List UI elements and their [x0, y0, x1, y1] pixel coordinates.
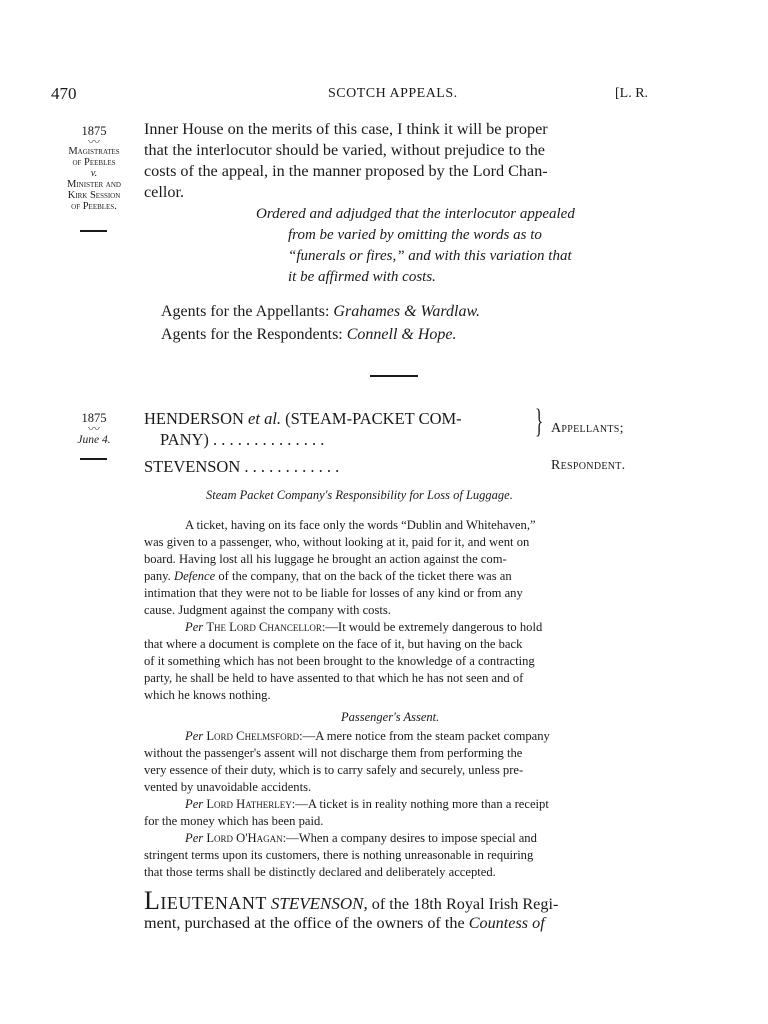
margin-rule [80, 230, 107, 232]
opinion-line: stringent terms upon its customers, there is nothing unreasonable in requiring [144, 848, 534, 862]
text-span: Per [185, 797, 204, 811]
margin-line: Minister and [67, 179, 121, 190]
page-number: 470 [51, 84, 77, 103]
text-span: ment, purchased at the office of the owners of the [144, 914, 465, 932]
opinion-line: vented by unavoidable accidents. [144, 780, 312, 794]
text-span: Per [185, 729, 204, 743]
order-line: it be affirmed with costs. [288, 269, 436, 285]
headnote-line [185, 619, 542, 636]
opinion-line: very essence of their duty, which is to carry safely and securely, unless pre- [144, 763, 524, 777]
headnote-line: that where a document is complete on the face of it, but having on the back [144, 637, 523, 651]
text-span: pany. [144, 569, 171, 583]
order-line: from be varied by omitting the words as to [288, 227, 542, 243]
text-span: Per [185, 831, 204, 845]
running-head: SCOTCH APPEALS. [328, 86, 458, 101]
headnote-line: was given to a passenger, who, without looking at it, paid for it, and went on [144, 535, 530, 549]
text-span: The Lord Chancellor [206, 620, 322, 634]
appellants-role: Appellants; [551, 421, 624, 436]
margin-line: Kirk Session [67, 190, 121, 201]
text-span: Per [185, 620, 204, 634]
order-line: “funerals or fires,” and with this variation that [288, 248, 572, 264]
party-name: (STEAM-PACKET COM- [285, 409, 462, 428]
opinion-line: that those terms shall be distinctly declared and deliberately accepted. [144, 865, 496, 879]
margin-rule [80, 458, 107, 460]
agents-value: Grahames & Wardlaw. [333, 303, 480, 320]
subheading: Steam Packet Company's Responsibility for Loss of Luggage. [206, 488, 513, 502]
final-name: STEVENSON, [270, 894, 368, 913]
body-line: cellor. [144, 183, 185, 201]
final-paragraph-line-2 [144, 914, 545, 933]
opinion-line [185, 830, 537, 847]
case-appellant-line-2: PANY) . . . . . . . . . . . . . . [160, 430, 325, 449]
final-paragraph-line-1 [144, 886, 558, 916]
agents-respondents [161, 326, 457, 344]
headnote-line [144, 568, 512, 585]
body-line: Inner House on the merits of this case, I think it will be proper [144, 120, 548, 138]
opinion-line: without the passenger's assent will not discharge them from performing the [144, 746, 523, 760]
tilde-mark: 〰 [87, 135, 100, 149]
margin-note-1 [48, 124, 140, 212]
opinion-line: for the money which has been paid. [144, 814, 324, 828]
opinion-line [185, 728, 550, 745]
section-divider [370, 375, 418, 377]
body-line: costs of the appeal, in the manner proposed by the Lord Chan- [144, 162, 548, 180]
tilde-mark: 〰 [87, 422, 100, 436]
margin-year: 1875 [81, 411, 107, 425]
margin-line: of Peebles [72, 157, 116, 168]
case-respondent: STEVENSON . . . . . . . . . . . . [144, 457, 340, 476]
text-span: Lord O'Hagan [206, 831, 283, 845]
agents-appellants [161, 303, 480, 321]
subheading: Passenger's Assent. [341, 710, 440, 724]
opinion-line [185, 796, 549, 813]
agents-label: Agents for the Respondents: [161, 326, 343, 343]
party-name: HENDERSON [144, 409, 244, 428]
headnote-line: A ticket, having on its face only the words “Dublin and Whitehaven,” [185, 518, 536, 532]
text-span: Defence [173, 569, 216, 583]
headnote-line: of it something which has not been brought to the knowledge of a contracting [144, 654, 535, 668]
text-span: :—When a company desires to impose special and [282, 831, 537, 845]
agents-label: Agents for the Appellants: [161, 303, 330, 320]
text-span: of the 18th Royal Irish Regi- [371, 895, 559, 913]
headnote-line: cause. Judgment against the company with costs. [144, 603, 391, 617]
margin-note-2 [48, 411, 140, 447]
margin-line: of Peebles. [71, 201, 117, 212]
order-line: Ordered and adjudged that the interlocutor appealed [256, 206, 575, 222]
text-span: Countess of [468, 914, 545, 932]
margin-year: 1875 [81, 124, 107, 138]
text-span: :—It would be extremely dangerous to hold [321, 620, 543, 634]
brace-mark: } [535, 403, 544, 440]
body-line: that the interlocutor should be varied, without prejudice to the [144, 141, 545, 159]
series-label: [L. R. [615, 86, 649, 101]
party-et-al: et al. [248, 409, 282, 428]
text-span: Lord Hatherley [206, 797, 292, 811]
agents-value: Connell & Hope. [346, 326, 457, 343]
text-span: Lord Chelmsford [206, 729, 300, 743]
text-span: :—A ticket is in reality nothing more than a receipt [291, 797, 549, 811]
respondent-role: Respondent. [551, 458, 626, 473]
text-span: :—A mere notice from the steam packet company [299, 729, 550, 743]
margin-line: Magistrates [68, 146, 120, 157]
margin-date: June 4. [77, 434, 111, 446]
text-span: of the company, that on the back of the ticket there was an [218, 569, 512, 583]
case-appellant-line-1 [144, 409, 462, 429]
headnote-line: board. Having lost all his luggage he brought an action against the com- [144, 552, 507, 566]
drop-cap-word: Lieutenant [144, 886, 267, 915]
margin-line: v. [90, 168, 98, 179]
headnote-line: intimation that they were not to be liable for losses of any kind or from any [144, 586, 523, 600]
headnote-line: which he knows nothing. [144, 688, 271, 702]
headnote-line: party, he shall be held to have assented to that which he has not seen and of [144, 671, 524, 685]
